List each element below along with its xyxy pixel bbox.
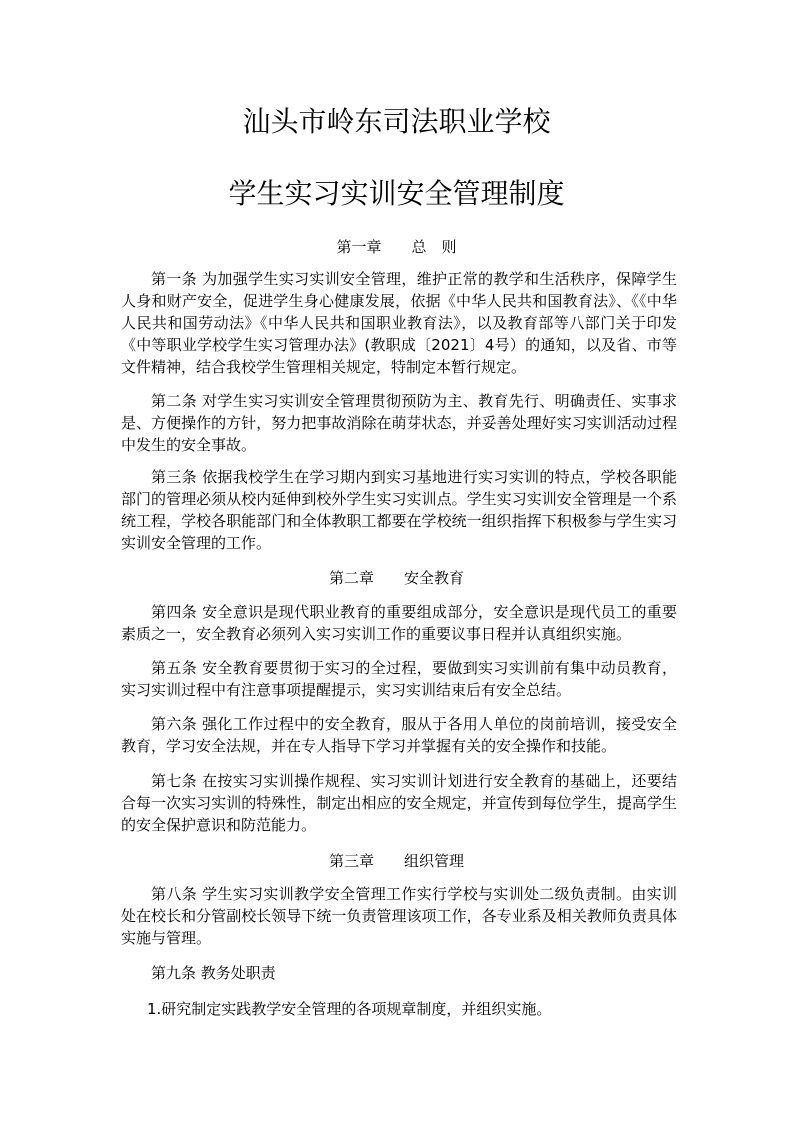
article-1: 第一条 为加强学生实习实训安全管理，维护正常的教学和生活秩序，保障学生人身和财产安全，促进学生身心健康发展，依据《中华人民共和国教育法》、《《中华人民共和国劳动法》《中华人民共和国职业教育法》，以及教育部等八部门关于印发《中等职业学校学生实习管理办法》(教职成〔2021〕4号）的通知，以及省、市等文件精神，结合我校学生管理相关规定，特制定本暂行规定。 — [121, 270, 677, 376]
article-4: 第四条 安全意识是现代职业教育的重要组成部分，安全意识是现代员工的重要素质之一，安全教育必须列入实习实训工作的重要议事日程并认真组织实施。 — [121, 603, 677, 643]
article-5: 第五条 安全教育要贯彻于实习的全过程，要做到实习实训前有集中动员教育，实习实训过程中有注意事项提醒提示，实习实训结束后有安全总结。 — [121, 659, 677, 699]
article-7: 第七条 在按实习实训操作规程、实习实训计划进行安全教育的基础上，还要结合每一次实习实训的特殊性，制定出相应的安全规定，并宣传到每位学生，提高学生的安全保护意识和防范能力。 — [121, 772, 677, 834]
chapter-1-heading: 第一章 总 则 — [336, 238, 457, 256]
chapter-3-heading: 第三章 组织管理 — [328, 852, 464, 870]
article-3: 第三条 依据我校学生在学习期内到实习基地进行实习实训的特点，学校各职能部门的管理必须从校内延伸到校外学生实习实训点。学生实习实训安全管理是一个系统工程，学校各职能部门和全体教职工都要在学校统一组织指挥下积极参与学生实习实训安全管理的工作。 — [121, 468, 677, 552]
article-9-item-1: 1.研究制定实践教学安全管理的各项规章制度，并组织实施。 — [147, 1000, 552, 1018]
article-9: 第九条 教务处职责 — [151, 964, 276, 982]
chapter-2-heading: 第二章 安全教育 — [328, 569, 464, 587]
document-title: 学生实习实训安全管理制度 — [228, 177, 565, 210]
article-8: 第八条 学生实习实训教学安全管理工作实行学校与实训处二级负责制。由实训处在校长和分管副校长领导下统一负责管理该项工作，各专业系及相关教师负责具体实施与管理。 — [121, 885, 677, 947]
article-2: 第二条 对学生实习实训安全管理贯彻预防为主、教育先行、明确责任、实事求是、方便操作的方针，努力把事故消除在萌芽状态，并妥善处理好实习实训活动过程中发生的安全事故。 — [121, 392, 677, 454]
school-name: 汕头市岭东司法职业学校 — [242, 105, 551, 138]
article-6: 第六条 强化工作过程中的安全教育，服从于各用人单位的岗前培训，接受安全教育，学习安全法规，并在专人指导下学习并掌握有关的安全操作和技能。 — [121, 715, 677, 755]
